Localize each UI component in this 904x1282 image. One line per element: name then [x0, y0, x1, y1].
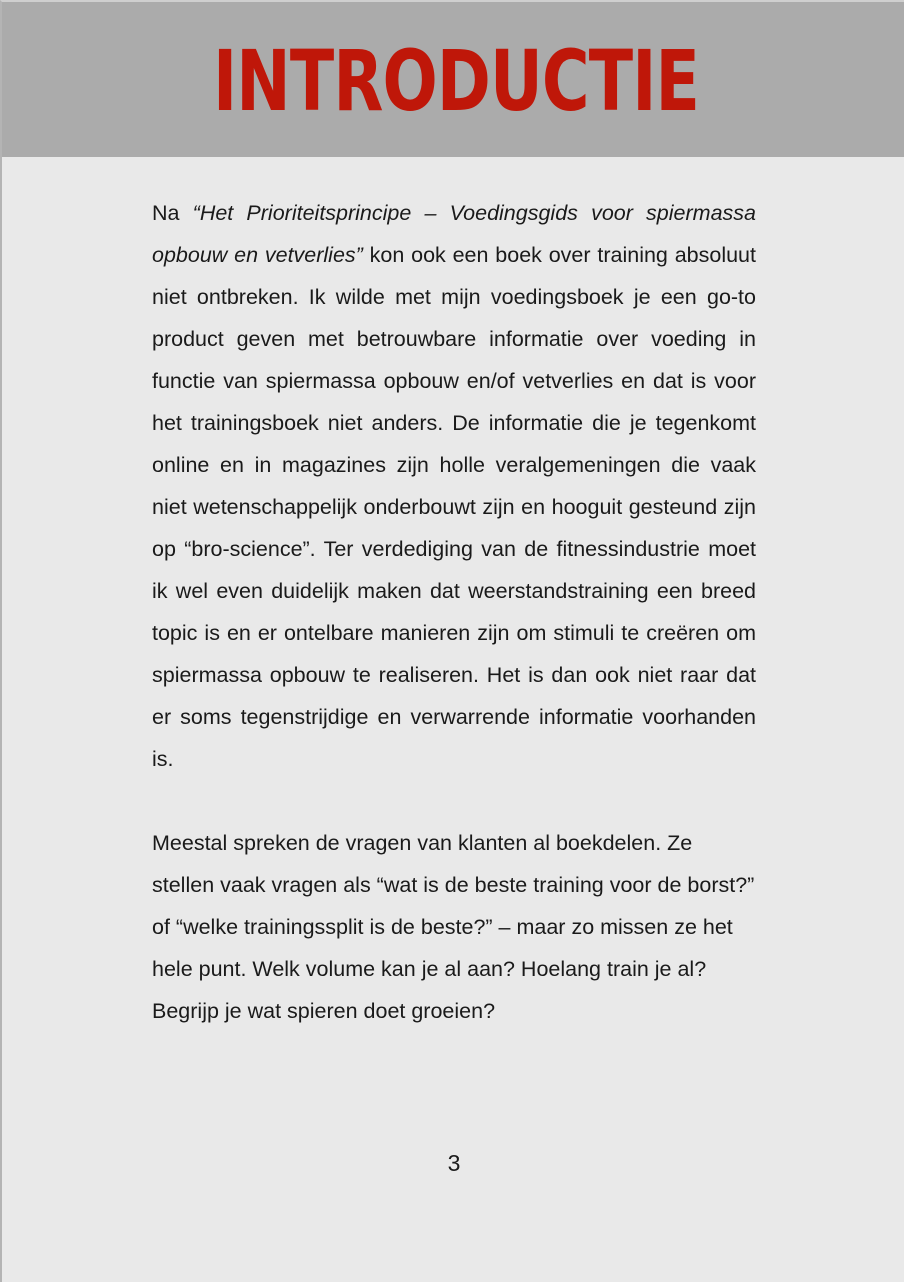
page-number: 3: [447, 1150, 461, 1176]
cited-book-title: “Het Prioriteitsprincipe – Voedingsgids voor spiermassa opbouw en vetverlies”: [152, 201, 756, 267]
body-text-column: [152, 192, 756, 1032]
paragraph-body-text: Meestal spreken de vragen van klanten al boekdelen. Ze stellen vaak vragen als “wat is de beste training voor de borst?” of “welke trainingssplit is de beste?” – maar zo missen ze het hele punt. Welk volume kan je al aan? Hoelang train je al? Begrijp je wat spieren doet groeien?: [152, 831, 755, 1023]
paragraph-questions: [152, 822, 756, 1032]
chapter-header-band: [2, 2, 904, 157]
page-title: INTRODUCTIE: [213, 31, 700, 130]
paragraph-lead-text: Na: [152, 201, 193, 225]
paragraph-intro: [152, 192, 756, 780]
paragraph-body-text: kon ook een boek over training absoluut niet ontbreken. Ik wilde met mijn voedingsboek je een go-to product geven met betrouwbare informatie over voeding in functie van spiermassa opbouw en/of vetverlies en dat is voor het trainingsboek niet anders. De informatie die je tegenkomt online en in magazines zijn holle veralgemeningen die vaak niet wetenschappelijk onderbouwt zijn en hooguit gesteund zijn op “bro-science”. Ter verdediging van de fitnessindustrie moet ik wel even duidelijk maken dat weerstandstraining een breed topic is en er ontelbare manieren zijn om stimuli te creëren om spiermassa opbouw te realiseren. Het is dan ook niet raar dat er soms tegenstrijdige en verwarrende informatie voorhanden is.: [152, 243, 756, 771]
